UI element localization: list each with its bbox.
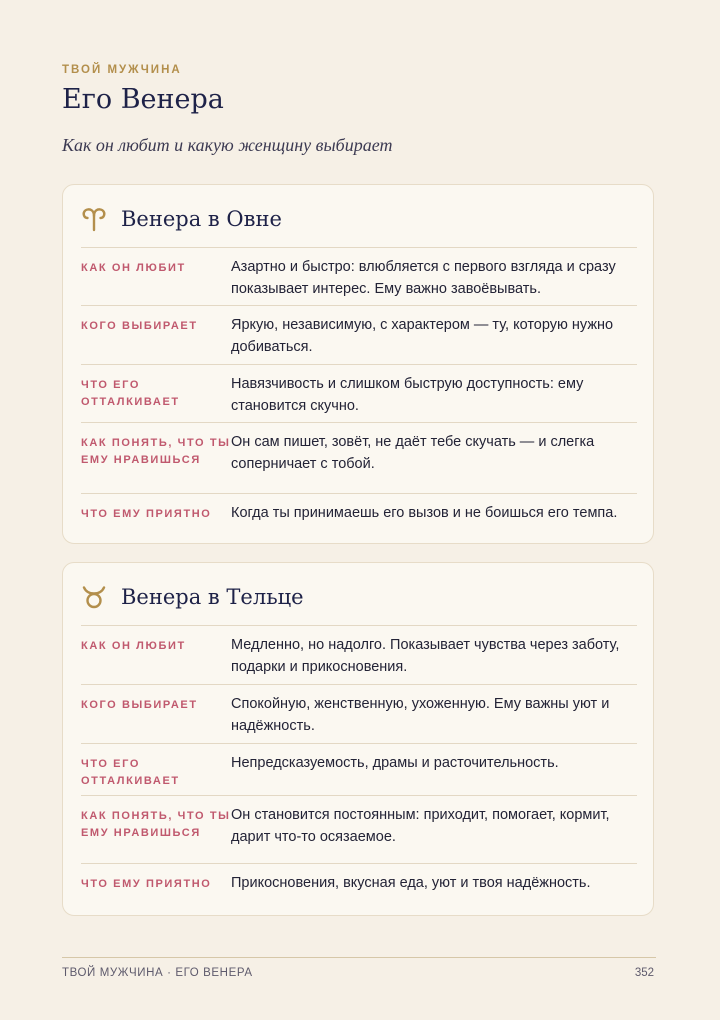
table-row: [81, 247, 637, 305]
row-label: ЧТО ЕМУ ПРИЯТНО: [81, 508, 212, 520]
row-text: Навязчивость и слишком быструю доступность: ему становится скучно.: [231, 376, 584, 414]
row-label: КОГО ВЫБИРАЕТ: [81, 320, 198, 332]
row-text: Когда ты принимаешь его вызов и не боишься его темпа.: [231, 505, 618, 521]
taurus-icon: [81, 584, 107, 610]
aries-icon: [81, 206, 107, 232]
table-row: [81, 422, 637, 493]
table-row: [81, 863, 637, 903]
row-label: ЧТО ЕГО ОТТАЛКИВАЕТ: [81, 758, 180, 787]
page-subtitle: Как он любит и какую женщину выбирает: [62, 135, 393, 155]
table-row: [81, 625, 637, 684]
card-title: Венера в Овне: [121, 207, 282, 231]
row-label: ЧТО ЕМУ ПРИЯТНО: [81, 878, 212, 890]
section-kicker: ТВОЙ МУЖЧИНА: [62, 64, 182, 76]
table-row: [81, 743, 637, 795]
page: [62, 0, 656, 1020]
card-title: Венера в Тельце: [121, 585, 304, 609]
row-label: КАК ОН ЛЮБИТ: [81, 640, 186, 652]
row-label: ЧТО ЕГО ОТТАЛКИВАЕТ: [81, 379, 180, 408]
table-row: [81, 305, 637, 364]
page-number: 352: [634, 967, 654, 979]
table-row: [81, 684, 637, 743]
row-text: Прикосновения, вкусная еда, уют и твоя надёжность.: [231, 875, 591, 891]
page-title: Его Венера: [62, 84, 224, 115]
card-venus-aries: [62, 184, 654, 544]
card-venus-taurus: [62, 562, 654, 916]
row-text: Он становится постоянным: приходит, помогает, кормит, дарит что-то осязаемое.: [231, 807, 610, 845]
row-text: Медленно, но надолго. Показывает чувства через заботу, подарки и прикосновения.: [231, 637, 620, 675]
row-label: КАК ПОНЯТЬ, ЧТО ТЫ ЕМУ НРАВИШЬСЯ: [81, 810, 231, 839]
card-header: [81, 579, 304, 615]
row-text: Яркую, независимую, с характером — ту, которую нужно добиваться.: [231, 317, 614, 355]
card-header: [81, 201, 282, 237]
card-rows: [81, 247, 637, 533]
table-row: [81, 364, 637, 422]
footer-running-title: ТВОЙ МУЖЧИНА · ЕГО ВЕНЕРА: [62, 967, 253, 979]
table-row: [81, 493, 637, 533]
row-label: КОГО ВЫБИРАЕТ: [81, 699, 198, 711]
row-text: Азартно и быстро: влюбляется с первого взгляда и сразу показывает интерес. Ему важно завоёвывать.: [231, 259, 616, 297]
row-text: Он сам пишет, зовёт, не даёт тебе скучать — и слегка соперничает с тобой.: [231, 434, 595, 472]
row-label: КАК ПОНЯТЬ, ЧТО ТЫ ЕМУ НРАВИШЬСЯ: [81, 437, 231, 466]
row-text: Непредсказуемость, драмы и расточительность.: [231, 755, 559, 771]
footer-divider: [62, 957, 656, 958]
row-text: Спокойную, женственную, ухоженную. Ему важны уют и надёжность.: [231, 696, 610, 734]
table-row: [81, 795, 637, 863]
row-label: КАК ОН ЛЮБИТ: [81, 262, 186, 274]
card-rows: [81, 625, 637, 903]
